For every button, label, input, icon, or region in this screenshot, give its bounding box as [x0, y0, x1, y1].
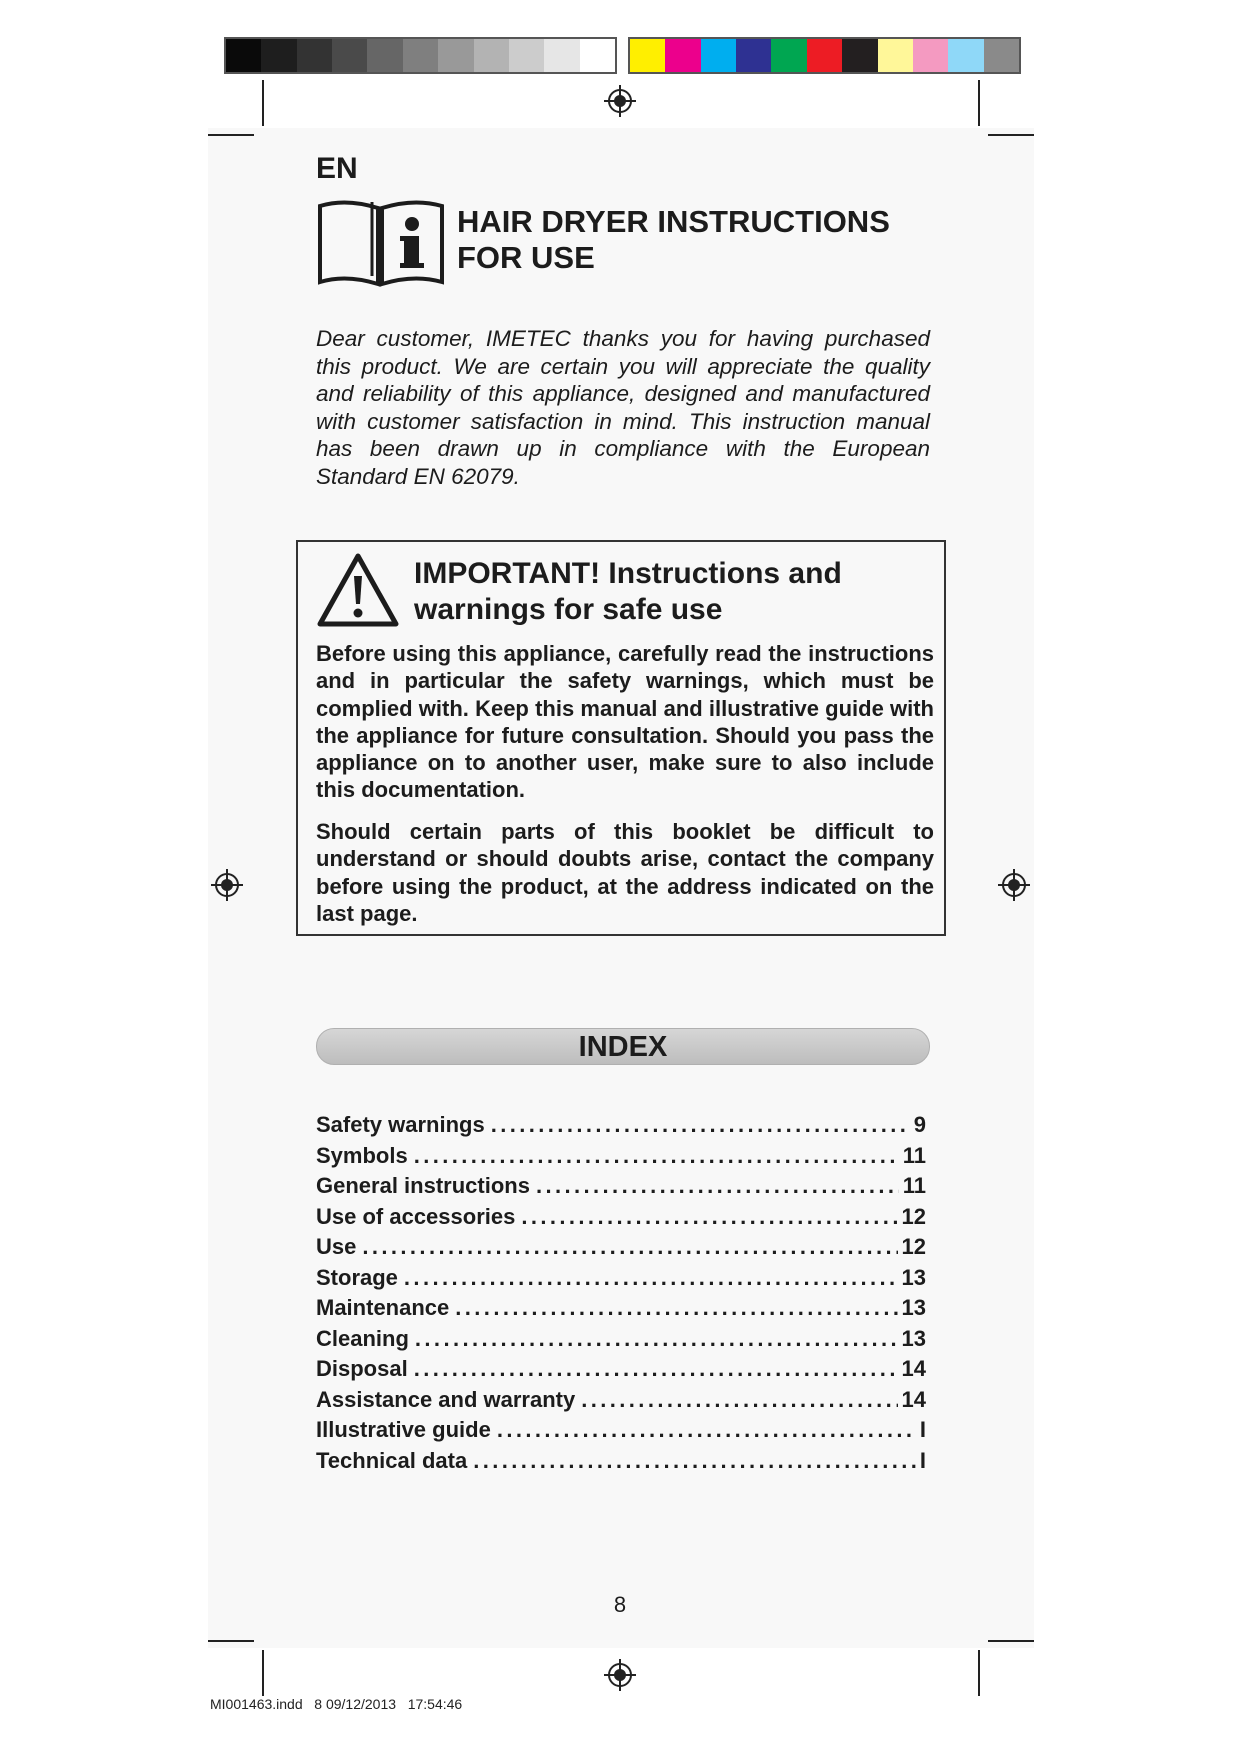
color-swatch [842, 39, 877, 72]
book-info-icon [316, 196, 446, 288]
gray-swatch [474, 39, 509, 72]
warning-paragraph-2: Should certain parts of this booklet be difficult to understand or should doubts arise, contact the company before using the product, at the address indicated on the last page. [316, 819, 934, 926]
color-swatch [948, 39, 983, 72]
gray-swatch [403, 39, 438, 72]
toc-leader-dots [497, 1415, 916, 1446]
toc-leader-dots [455, 1293, 897, 1324]
gray-calibration-bar [224, 37, 617, 74]
warning-title [414, 556, 934, 628]
intro-paragraph: Dear customer, IMETEC thanks you for having purchased this product. We are certain you will appreciate the quality and reliability of this appliance, designed and manufactured with customer satisfaction in mind. This instruction manual has been drawn up in compliance with the European Standard EN 62079. [316, 326, 930, 489]
color-calibration-bar [628, 37, 1021, 74]
gray-swatch [367, 39, 402, 72]
color-swatch [665, 39, 700, 72]
toc-entry-page: 13 [901, 1325, 926, 1351]
toc-entry-page: I [919, 1447, 926, 1473]
crop-mark [978, 80, 980, 126]
print-slug: MI001463.indd 8 09/12/2013 17:54:46 [210, 1696, 463, 1712]
toc-entry [316, 1385, 926, 1416]
gray-swatch [297, 39, 332, 72]
color-swatch [913, 39, 948, 72]
toc-entry [316, 1171, 926, 1202]
toc-entry-label: Use [316, 1234, 357, 1259]
gray-swatch [509, 39, 544, 72]
toc-entry [316, 1324, 926, 1355]
page-number: 8 [613, 1592, 627, 1617]
toc-entry [316, 1141, 926, 1172]
color-swatch [630, 39, 665, 72]
toc-leader-dots [536, 1171, 899, 1202]
toc-entry-label: Technical data [316, 1447, 468, 1473]
toc-entry-page: 11 [902, 1173, 926, 1198]
toc-entry-label: Assistance and warranty [316, 1386, 576, 1412]
color-swatch [878, 39, 913, 72]
page-title [457, 204, 917, 276]
color-swatch [701, 39, 736, 72]
toc-entry-page: 14 [901, 1356, 926, 1381]
registration-mark-icon [997, 868, 1031, 902]
toc-entry-label: Storage [316, 1264, 398, 1290]
crop-mark [988, 1640, 1034, 1642]
warning-triangle-icon [316, 552, 400, 628]
registration-mark-icon [603, 84, 637, 118]
toc-entry-label: Use of accessories [316, 1203, 516, 1229]
toc-leader-dots [581, 1385, 897, 1416]
toc-entry [316, 1446, 926, 1477]
toc-leader-dots [404, 1263, 898, 1294]
toc-entry-label: General instructions [316, 1173, 530, 1198]
title-line-1: HAIR DRYER INSTRUCTIONS [457, 204, 890, 239]
toc-leader-dots [415, 1324, 898, 1355]
toc-entry-label: Maintenance [316, 1295, 450, 1320]
toc-entry [316, 1263, 926, 1294]
toc-entry-label: Illustrative guide [316, 1417, 491, 1442]
color-swatch [984, 39, 1019, 72]
gray-swatch [226, 39, 261, 72]
warning-title-line-2: warnings for safe use [414, 593, 723, 626]
toc-entry [316, 1110, 926, 1141]
color-swatch [771, 39, 806, 72]
toc-entry-label: Disposal [316, 1356, 408, 1381]
language-code: EN [316, 152, 358, 185]
color-swatch [736, 39, 771, 72]
warning-title-line-1: IMPORTANT! Instructions and [414, 557, 842, 590]
gray-swatch [261, 39, 296, 72]
index-heading: INDEX [316, 1028, 930, 1065]
toc-entry-label: Safety warnings [316, 1112, 485, 1137]
warning-paragraph-1: Before using this appliance, carefully read the instructions and in particular the safety warnings, which must be complied with. Keep this manual and illustrative guide with the appliance for future consultation. Should you pass the appliance on to another user, make sure to also include this documentation. [316, 641, 934, 803]
toc-entry-page: 13 [901, 1295, 926, 1320]
toc-entry [316, 1202, 926, 1233]
toc-leader-dots [473, 1446, 916, 1477]
toc-entry [316, 1293, 926, 1324]
toc-entry-page: 13 [901, 1264, 926, 1290]
gray-swatch [438, 39, 473, 72]
toc-leader-dots [414, 1141, 899, 1172]
toc-leader-dots [362, 1232, 897, 1263]
toc-entry-label: Cleaning [316, 1325, 409, 1351]
crop-mark [208, 134, 254, 136]
crop-mark [262, 80, 264, 126]
toc-entry [316, 1354, 926, 1385]
registration-mark-icon [210, 868, 244, 902]
gray-swatch [332, 39, 367, 72]
toc-entry [316, 1415, 926, 1446]
table-of-contents [316, 1110, 926, 1476]
crop-mark [208, 1640, 254, 1642]
gray-swatch [580, 39, 615, 72]
crop-mark [988, 134, 1034, 136]
toc-entry-page: 9 [913, 1112, 926, 1137]
toc-entry-label: Symbols [316, 1142, 408, 1168]
toc-entry-page: I [919, 1417, 926, 1442]
toc-leader-dots [414, 1354, 898, 1385]
crop-mark [978, 1650, 980, 1696]
toc-leader-dots [521, 1202, 897, 1233]
registration-mark-icon [603, 1658, 637, 1692]
toc-entry-page: 11 [902, 1142, 926, 1168]
color-swatch [807, 39, 842, 72]
title-line-2: FOR USE [457, 240, 595, 275]
gray-swatch [544, 39, 579, 72]
toc-entry [316, 1232, 926, 1263]
crop-mark [262, 1650, 264, 1696]
toc-leader-dots [491, 1110, 910, 1141]
toc-entry-page: 12 [901, 1203, 926, 1229]
toc-entry-page: 12 [901, 1234, 926, 1259]
toc-entry-page: 14 [901, 1386, 926, 1412]
